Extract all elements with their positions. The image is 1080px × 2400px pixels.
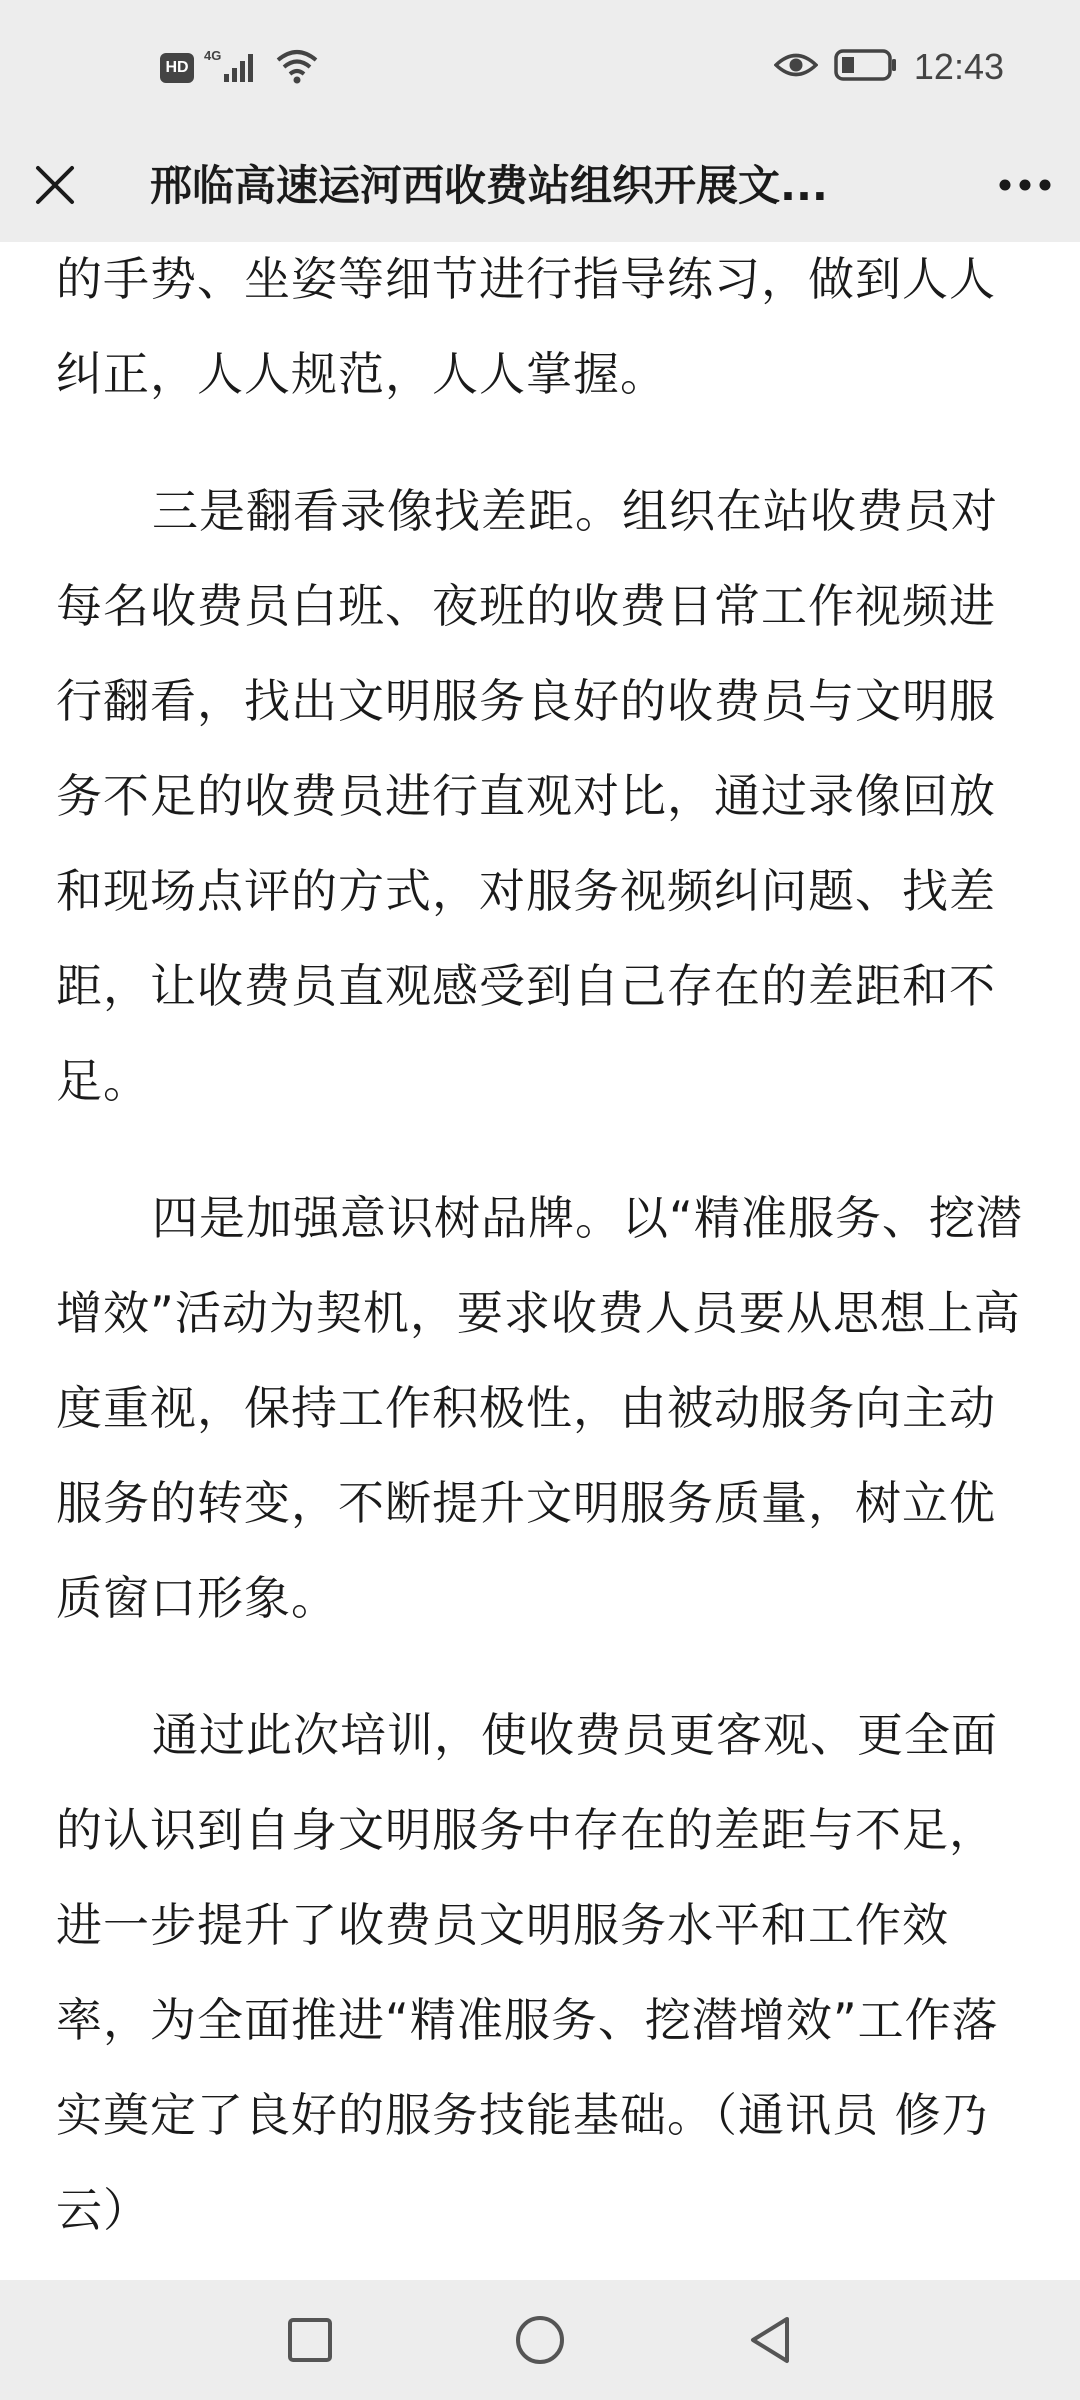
recents-button[interactable]: [280, 2310, 340, 2370]
more-options-button[interactable]: [992, 152, 1058, 218]
top-nav-bar: [0, 130, 1080, 242]
article-paragraph: 四是加强意识树品牌。以“精准服务、挖潜增效”活动为契机，要求收费人员要从思想上高度重视，保持工作积极性，由被动服务向主动服务的转变，不断提升文明服务质量，树立优质窗口形象。: [56, 1191, 1023, 1625]
system-nav-bar: [0, 2280, 1080, 2400]
signal-icon: [204, 46, 264, 90]
close-icon: [34, 164, 76, 206]
article-paragraph: 通过此次培训，使收费员更客观、更全面的认识到自身文明服务中存在的差距与不足，进一步提升了收费员文明服务水平和工作效率，为全面推进“精准服务、挖潜增效”工作落实奠定了良好的服务技能基础。（通讯员 修乃云）: [56, 1708, 999, 2237]
network-type-label: 4G: [204, 48, 222, 63]
page-title: 邢临高速运河西收费站组织开展文...: [150, 161, 828, 210]
status-bar: [0, 0, 1080, 130]
back-triangle-icon: [745, 2313, 795, 2367]
more-icon: [998, 178, 1052, 192]
article-paragraph: 的手势、坐姿等细节进行指导练习，做到人人纠正，人人规范，人人掌握。: [56, 252, 996, 401]
clock: 12:43: [913, 46, 1004, 87]
wifi-icon: [274, 46, 320, 90]
battery-icon: [834, 48, 898, 86]
recents-square-icon: [286, 2316, 334, 2364]
hd-icon: HD: [160, 53, 194, 83]
article-paragraph: 三是翻看录像找差距。组织在站收费员对每名收费员白班、夜班的收费日常工作视频进行翻看，找出文明服务良好的收费员与文明服务不足的收费员进行直观对比，通过录像回放和现场点评的方式，对服务视频纠问题、找差距，让收费员直观感受到自己存在的差距和不足。: [56, 484, 998, 1108]
home-circle-icon: [513, 2313, 567, 2367]
home-button[interactable]: [510, 2310, 570, 2370]
close-button[interactable]: [22, 152, 88, 218]
back-button[interactable]: [740, 2310, 800, 2370]
article-body[interactable]: [56, 232, 1032, 2258]
eye-icon: [774, 50, 818, 84]
status-right-group: [774, 44, 1004, 90]
status-left-group: [160, 48, 320, 88]
